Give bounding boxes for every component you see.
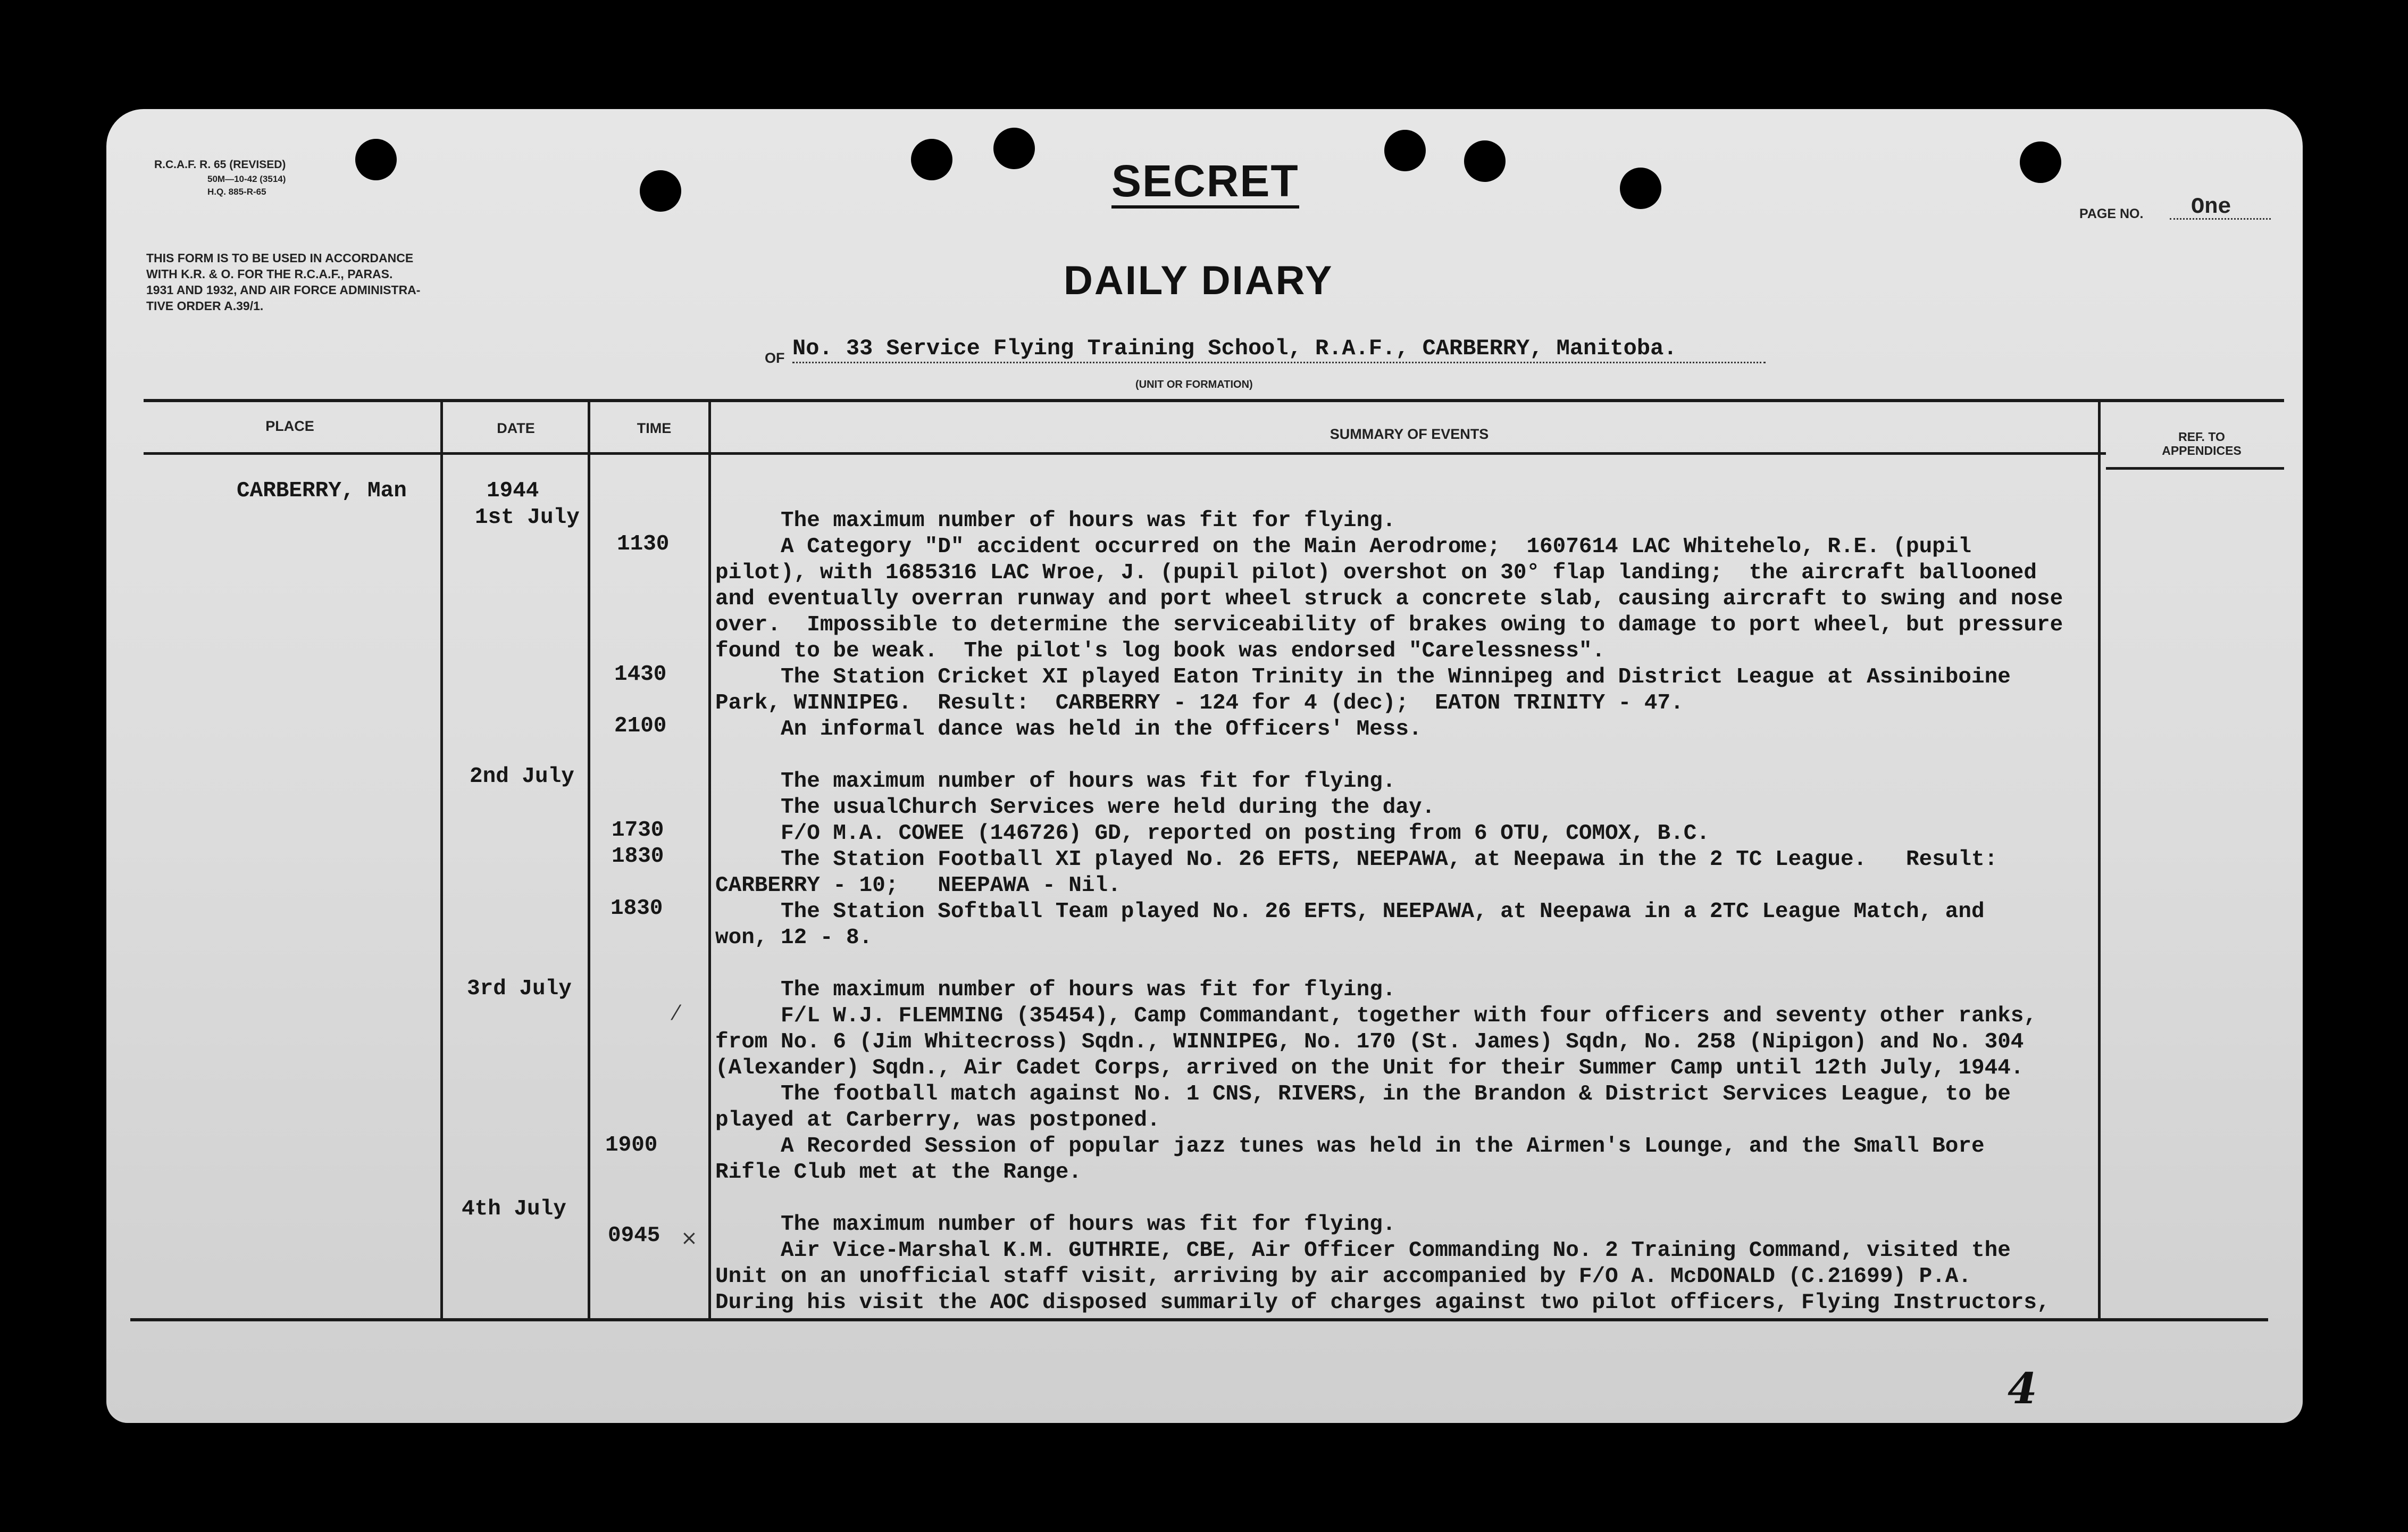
column-header-ref-line: APPENDICES bbox=[2162, 444, 2242, 457]
event-line: Air Vice-Marshal K.M. GUTHRIE, CBE, Air Officer Commanding No. 2 Training Command, visited the bbox=[715, 1238, 2011, 1263]
page-number-label: PAGE NO. bbox=[2079, 206, 2144, 221]
time-entry: 0945 bbox=[608, 1223, 660, 1248]
form-instructions bbox=[146, 250, 550, 314]
binder-hole bbox=[2020, 141, 2061, 183]
date-entry: 1st July bbox=[475, 505, 580, 530]
event-line: The Station Cricket XI played Eaton Trinity in the Winnipeg and District League at Assiniboine bbox=[715, 665, 2011, 689]
form-code-line: 50M—10-42 (3514) bbox=[207, 174, 286, 184]
column-divider bbox=[588, 400, 590, 1319]
event-line: (Alexander) Sqdn., Air Cadet Corps, arrived on the Unit for their Summer Camp until 12th July, 1944. bbox=[715, 1056, 2024, 1080]
table-top-rule bbox=[144, 399, 2284, 402]
margin-tick-mark: ⁄ bbox=[674, 1001, 678, 1025]
event-line: An informal dance was held in the Officers' Mess. bbox=[715, 717, 1422, 742]
ref-header-rule bbox=[2106, 467, 2284, 470]
binder-hole bbox=[911, 139, 952, 180]
column-header-date: DATE bbox=[497, 420, 535, 436]
event-line: The Station Football XI played No. 26 EFTS, NEEPAWA, at Neepawa in the 2 TC League. Result: bbox=[715, 847, 1998, 872]
event-line: The football match against No. 1 CNS, RIVERS, in the Brandon & District Services League, to be bbox=[715, 1082, 2011, 1106]
event-line: Rifle Club met at the Range. bbox=[715, 1160, 1082, 1185]
event-line: During his visit the AOC disposed summarily of charges against two pilot officers, Flying Instructors, bbox=[715, 1290, 2050, 1315]
year-entry: 1944 bbox=[487, 479, 539, 503]
page-number-value: One bbox=[2170, 196, 2271, 220]
time-entry: 1830 bbox=[612, 844, 664, 869]
summary-of-events bbox=[715, 508, 2098, 1316]
event-line: found to be weak. The pilot's log book was endorsed "Carelessness". bbox=[715, 639, 1606, 663]
event-line: Park, WINNIPEG. Result: CARBERRY - 124 for 4 (dec); EATON TRINITY - 47. bbox=[715, 691, 1684, 715]
unit-caption: (UNIT OR FORMATION) bbox=[1135, 379, 1253, 390]
binder-hole bbox=[355, 139, 397, 180]
form-instruction-line: 1931 AND 1932, AND AIR FORCE ADMINISTRA- bbox=[146, 283, 421, 297]
form-instruction-line: TIVE ORDER A.39/1. bbox=[146, 299, 264, 313]
event-line: The Station Softball Team played No. 26 EFTS, NEEPAWA, at Neepawa in a 2TC League Match, and bbox=[715, 900, 1985, 924]
binder-hole bbox=[640, 170, 681, 212]
event-line: CARBERRY - 10; NEEPAWA - Nil. bbox=[715, 873, 1121, 898]
date-entry: 3rd July bbox=[467, 977, 572, 1001]
column-header-ref bbox=[2119, 430, 2284, 457]
form-code bbox=[154, 157, 286, 198]
date-entry: 4th July bbox=[462, 1197, 566, 1221]
classification-stamp: SECRET bbox=[1111, 159, 1299, 209]
handwritten-mark: 4 bbox=[2008, 1363, 2037, 1413]
date-entry: 2nd July bbox=[470, 764, 574, 789]
binder-hole bbox=[1384, 130, 1426, 171]
column-header-summary: SUMMARY OF EVENTS bbox=[1330, 426, 1489, 442]
column-divider bbox=[440, 400, 443, 1319]
table-bottom-rule bbox=[130, 1318, 2268, 1321]
event-line: from No. 6 (Jim Whitecross) Sqdn., WINNIPEG, No. 170 (St. James) Sqdn, No. 258 (Nipigon) and No. 304 bbox=[715, 1030, 2024, 1054]
event-line: The maximum number of hours was fit for flying. bbox=[715, 978, 1396, 1002]
event-line: and eventually overran runway and port wheel struck a concrete slab, causing aircraft to swing and nose bbox=[715, 587, 2063, 611]
time-entry: 2100 bbox=[614, 714, 667, 738]
unit-name: No. 33 Service Flying Training School, R.A.F., CARBERRY, Manitoba. bbox=[792, 337, 1766, 363]
binder-hole bbox=[1620, 168, 1661, 209]
column-header-ref-line: REF. TO bbox=[2178, 430, 2225, 444]
event-line: The maximum number of hours was fit for flying. bbox=[715, 769, 1396, 794]
event-line: over. Impossible to determine the serviceability of brakes owing to damage to port wheel, but pressure bbox=[715, 613, 2063, 637]
form-instruction-line: WITH K.R. & O. FOR THE R.C.A.F., PARAS. bbox=[146, 267, 393, 281]
column-divider bbox=[708, 400, 711, 1319]
time-entry: 1130 bbox=[617, 532, 670, 556]
event-line: The maximum number of hours was fit for flying. bbox=[715, 509, 1396, 533]
binder-hole bbox=[993, 128, 1035, 169]
column-divider bbox=[2098, 400, 2101, 1319]
event-line: A Recorded Session of popular jazz tunes was held in the Airmen's Lounge, and the Small Bore bbox=[715, 1134, 1985, 1159]
time-entry: 1430 bbox=[614, 662, 667, 687]
event-line: F/O M.A. COWEE (146726) GD, reported on posting from 6 OTU, COMOX, B.C. bbox=[715, 821, 1710, 846]
event-line: won, 12 - 8. bbox=[715, 926, 873, 950]
form-code-line: H.Q. 885-R-65 bbox=[207, 187, 266, 197]
header-bottom-rule bbox=[144, 452, 2106, 455]
binder-hole bbox=[1464, 140, 1506, 182]
unit-of-label: OF bbox=[765, 350, 785, 366]
event-line: The maximum number of hours was fit for flying. bbox=[715, 1212, 1396, 1237]
event-line: played at Carberry, was postponed. bbox=[715, 1108, 1160, 1133]
column-header-time: TIME bbox=[637, 420, 672, 436]
margin-tick-mark: × bbox=[681, 1226, 698, 1250]
form-instruction-line: THIS FORM IS TO BE USED IN ACCORDANCE bbox=[146, 251, 414, 265]
column-header-place: PLACE bbox=[265, 418, 314, 434]
time-entry: 1730 bbox=[612, 818, 664, 843]
page-title: DAILY DIARY bbox=[1064, 258, 1334, 303]
event-line: pilot), with 1685316 LAC Wroe, J. (pupil pilot) overshot on 30° flap landing; the aircraft ballooned bbox=[715, 561, 2037, 585]
event-line: A Category "D" accident occurred on the Main Aerodrome; 1607614 LAC Whitehelo, R.E. (pupil bbox=[715, 535, 1971, 559]
event-line: F/L W.J. FLEMMING (35454), Camp Commandant, together with four officers and seventy other ranks, bbox=[715, 1004, 2037, 1028]
time-entry: 1830 bbox=[611, 896, 663, 921]
place-entry: CARBERRY, Man bbox=[237, 479, 407, 503]
event-line: The usualChurch Services were held during the day. bbox=[715, 795, 1435, 820]
time-entry: 1900 bbox=[605, 1133, 658, 1158]
event-line: Unit on an unofficial staff visit, arriving by air accompanied by F/O A. McDONALD (C.21699) P.A. bbox=[715, 1264, 1971, 1289]
form-code-line: R.C.A.F. R. 65 (REVISED) bbox=[154, 159, 286, 171]
